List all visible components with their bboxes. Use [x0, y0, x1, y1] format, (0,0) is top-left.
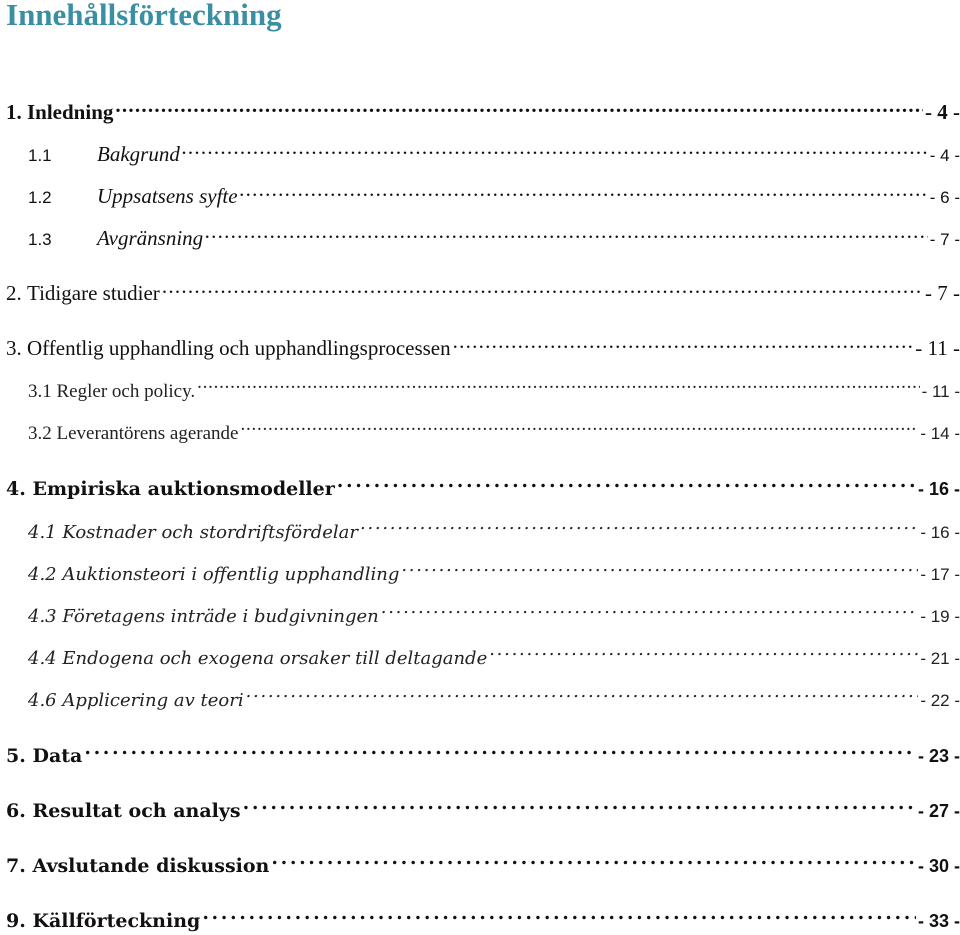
toc-entry-6[interactable]	[6, 789, 960, 822]
toc-title: Offentlig upphandling och upphandlingsprocessen	[27, 336, 451, 360]
dot-leader	[162, 272, 923, 300]
dot-leader	[401, 552, 918, 580]
dot-leader	[115, 91, 923, 119]
toc-entry-4-6[interactable]	[28, 678, 960, 711]
toc-entry-3-2[interactable]	[28, 411, 960, 444]
toc-page: - 11 -	[915, 336, 960, 360]
toc-entry-1[interactable]	[6, 91, 960, 124]
toc-entry-9[interactable]	[6, 899, 960, 932]
toc-number: 3.	[6, 336, 22, 360]
toc-title: Auktionsteori i offentlig upphandling	[62, 564, 400, 585]
dot-leader	[182, 133, 928, 161]
toc-title: Avslutande diskussion	[32, 855, 270, 877]
dot-leader	[246, 678, 919, 706]
toc-page: - 33 -	[917, 911, 960, 931]
toc-title: Bakgrund	[97, 142, 180, 166]
toc-page: - 22 -	[920, 691, 960, 710]
toc-entry-4-1[interactable]	[28, 510, 960, 543]
toc-number: 6.	[6, 800, 26, 822]
dot-leader	[202, 899, 916, 927]
dot-leader	[489, 636, 918, 664]
toc-title: Avgränsning	[97, 226, 204, 250]
toc-title: Regler och policy.	[56, 381, 196, 402]
toc-page: - 17 -	[920, 565, 960, 584]
toc-page: - 4 -	[925, 100, 960, 124]
toc-number: 1.3	[28, 230, 52, 249]
toc-page: - 14 -	[920, 424, 960, 443]
toc-title: Leverantörens agerande	[56, 423, 239, 444]
dot-leader	[205, 217, 928, 245]
toc-page: - 21 -	[920, 649, 960, 668]
toc-page: - 6 -	[929, 188, 960, 207]
dot-leader	[381, 594, 919, 622]
toc-number: 5.	[6, 745, 26, 767]
toc-title: Företagens inträde i budgivningen	[62, 606, 379, 627]
toc-entry-4-2[interactable]	[28, 552, 960, 585]
toc-page: - 27 -	[917, 801, 960, 821]
toc-number: 4.6	[28, 690, 57, 711]
toc-entry-4-4[interactable]	[28, 636, 960, 669]
toc-page: - 7 -	[925, 281, 960, 305]
toc-number: 4.2	[28, 564, 57, 585]
toc-title: Data	[32, 745, 83, 767]
toc-entry-1-2[interactable]	[28, 175, 960, 208]
toc-number: 1.	[6, 100, 22, 124]
toc-title: Endogena och exogena orsaker till deltagande	[62, 648, 488, 669]
dot-leader	[360, 510, 918, 538]
toc-entry-3-1[interactable]	[28, 369, 960, 402]
toc-number: 3.1	[28, 381, 52, 402]
toc-number: 7.	[6, 855, 26, 877]
toc-page: - 16 -	[917, 479, 960, 499]
toc-entry-1-3[interactable]	[28, 217, 960, 250]
dot-leader	[240, 175, 928, 203]
toc-title: Empiriska auktionsmodeller	[32, 478, 335, 500]
toc-entry-1-1[interactable]	[28, 133, 960, 166]
dot-leader	[197, 369, 919, 397]
toc-title: Kostnader och stordriftsfördelar	[62, 522, 359, 543]
toc-number: 4.3	[28, 606, 57, 627]
toc-number: 2.	[6, 281, 22, 305]
toc-number: 4.	[6, 478, 26, 500]
dot-leader	[240, 411, 918, 439]
toc-entry-3[interactable]	[6, 327, 960, 360]
dot-leader	[337, 467, 916, 495]
toc-title: Tidigare studier	[27, 281, 160, 305]
toc-title: Resultat och analys	[32, 800, 241, 822]
toc-entry-4[interactable]	[6, 467, 960, 500]
toc-title: Källförteckning	[32, 910, 201, 932]
toc-page: - 11 -	[921, 382, 960, 401]
toc-number: 3.2	[28, 423, 52, 444]
toc-title: Uppsatsens syfte	[97, 184, 238, 208]
toc-entry-4-3[interactable]	[28, 594, 960, 627]
dot-leader	[243, 789, 916, 817]
toc-page: - 7 -	[929, 230, 960, 249]
toc-number: 4.1	[28, 522, 57, 543]
toc-number: 9.	[6, 910, 26, 932]
dot-leader	[271, 844, 916, 872]
toc-title: Applicering av teori	[62, 690, 244, 711]
dot-leader	[453, 327, 914, 355]
toc-number: 1.1	[28, 146, 52, 165]
page-title: Innehållsförteckning	[6, 0, 282, 32]
toc-page: - 30 -	[917, 856, 960, 876]
toc-page: - 16 -	[920, 523, 960, 542]
toc-number: 1.2	[28, 188, 52, 207]
toc-entry-7[interactable]	[6, 844, 960, 877]
dot-leader	[84, 734, 916, 762]
toc-title: Inledning	[27, 100, 114, 124]
toc-page: - 23 -	[917, 746, 960, 766]
toc-entry-5[interactable]	[6, 734, 960, 767]
toc-entry-2[interactable]	[6, 272, 960, 305]
toc-number: 4.4	[28, 648, 57, 669]
toc-page: - 19 -	[920, 607, 960, 626]
toc-page: - 4 -	[929, 146, 960, 165]
